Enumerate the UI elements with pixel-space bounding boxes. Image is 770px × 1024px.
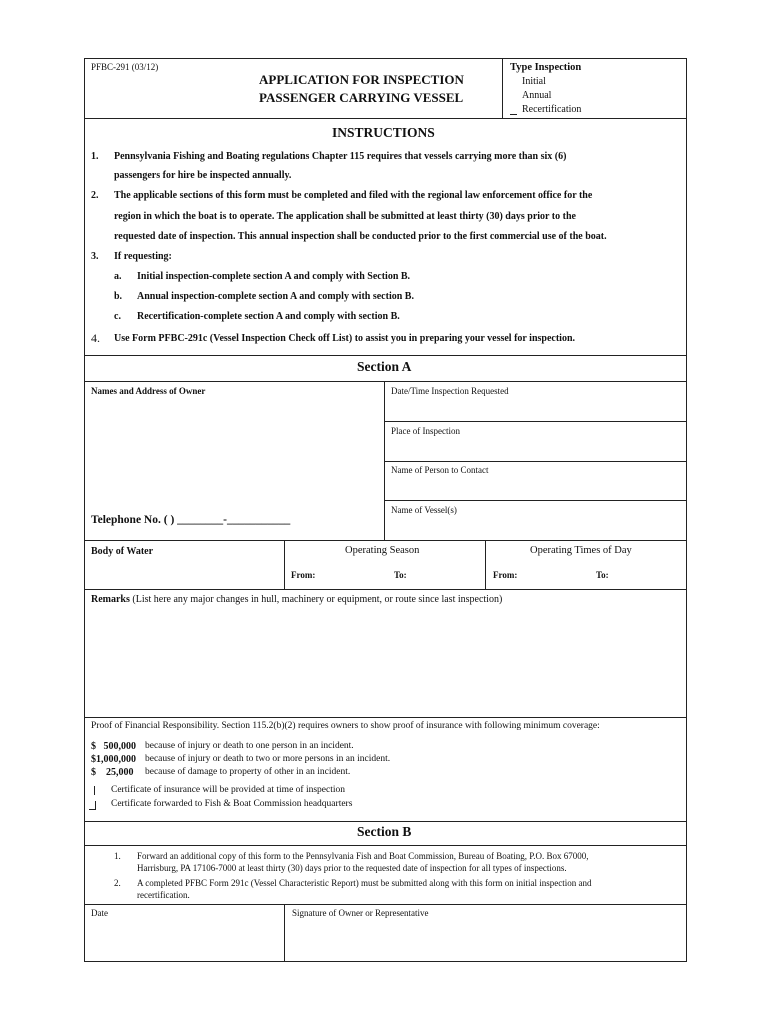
operating-season-label: Operating Season	[345, 545, 420, 556]
season-from-label: From:	[291, 570, 316, 580]
section-b-item2-line2: recertification.	[137, 890, 190, 900]
section-b-item2-number: 2.	[114, 878, 121, 888]
telephone-label: Telephone No. ( ) ________-___________	[91, 514, 291, 526]
body-of-water-label: Body of Water	[91, 546, 154, 557]
bow-divider-2	[485, 540, 486, 589]
bow-row-bottom	[84, 589, 687, 590]
section-b-item2-line1: A completed PFBC Form 291c (Vessel Characteristic Report) must be submitted along with this form on initial inspection and	[137, 878, 592, 888]
form-title-line1: APPLICATION FOR INSPECTION	[259, 72, 464, 87]
right-col-line-2	[384, 461, 687, 462]
owner-label: Names and Address of Owner	[91, 386, 206, 396]
form-title-line2: PASSENGER CARRYING VESSEL	[259, 90, 464, 105]
section-b-heading-bottom	[84, 845, 687, 846]
place-label: Place of Inspection	[391, 426, 460, 436]
instruction-1-line1: Pennsylvania Fishing and Boating regulations Chapter 115 requires that vessels carrying more than six (6)	[114, 151, 567, 162]
frame-right	[686, 58, 687, 962]
type-option-annual[interactable]: Annual	[522, 90, 552, 101]
owner-name-address-input[interactable]	[90, 400, 382, 502]
instruction-2-line3: requested date of inspection. This annual inspection shall be conducted prior to the first commercial use of the boat.	[114, 231, 607, 242]
times-from-label: From:	[493, 570, 518, 580]
instruction-1-number: 1.	[91, 151, 99, 162]
bow-divider-1	[284, 540, 285, 589]
section-b-item1-line1: Forward an additional copy of this form to the Pennsylvania Fish and Boat Commission, Bureau of Boating, P.O. Box 67000,	[137, 851, 589, 861]
signature-row-top	[84, 904, 687, 905]
instruction-3b-text: Annual inspection-complete section A and comply with section B.	[137, 291, 414, 302]
instruction-3b-letter: b.	[114, 291, 123, 302]
instruction-2-line1: The applicable sections of this form must be completed and filed with the regional law enforcement office for the	[114, 190, 593, 201]
owner-block-bottom	[84, 540, 687, 541]
right-col-line-3	[384, 500, 687, 501]
section-a-heading: Section A	[357, 359, 412, 374]
coverage-1-text: because of injury or death to one person in an incident.	[145, 741, 354, 751]
coverage-1-amount: $ 500,000	[91, 741, 136, 752]
signature-divider	[284, 904, 285, 962]
instruction-3c-text: Recertification-complete section A and comply with section B.	[137, 311, 400, 322]
date-label: Date	[91, 908, 108, 918]
type-option-recertification[interactable]: Recertification	[522, 104, 582, 115]
body-of-water-input[interactable]	[90, 562, 284, 586]
certificate-1-text: Certificate of insurance will be provided at time of inspection	[111, 785, 345, 795]
header-divider-vertical	[502, 58, 503, 118]
remarks-hint: (List here any major changes in hull, machinery or equipment, or route since last inspection)	[132, 594, 503, 605]
signature-input[interactable]	[290, 924, 684, 958]
remarks-label-row	[91, 594, 502, 605]
remarks-input[interactable]	[90, 612, 684, 716]
instruction-3-text: If requesting:	[114, 251, 172, 262]
instruction-4-number: 4.	[91, 331, 100, 345]
date-time-label: Date/Time Inspection Requested	[391, 386, 509, 396]
remarks-label: Remarks	[91, 594, 130, 605]
times-to-label: To:	[596, 570, 609, 580]
contact-label: Name of Person to Contact	[391, 465, 489, 475]
frame-top	[84, 58, 687, 59]
remarks-bottom	[84, 717, 687, 718]
certificate-2-text: Certificate forwarded to Fish & Boat Commission headquarters	[111, 799, 353, 809]
section-b-item1-number: 1.	[114, 851, 121, 861]
form-number: PFBC-291 (03/12)	[91, 62, 159, 72]
instruction-3a-text: Initial inspection-complete section A and comply with Section B.	[137, 271, 411, 282]
frame-left	[84, 58, 85, 962]
frame-bottom	[84, 961, 687, 962]
instruction-1-line2: passengers for hire be inspected annually.	[114, 170, 292, 181]
instructions-bottom-line	[84, 355, 687, 356]
instruction-2-line2: region in which the boat is to operate. The application shall be submitted at least thirty (30) days prior to the	[114, 211, 576, 222]
date-input[interactable]	[90, 924, 284, 958]
header-bottom-line	[84, 118, 687, 119]
certificate-2-checkbox[interactable]	[89, 801, 96, 810]
place-input[interactable]	[390, 440, 686, 460]
section-b-heading: Section B	[357, 824, 412, 839]
instruction-3c-letter: c.	[114, 311, 121, 322]
operating-times-label: Operating Times of Day	[530, 545, 632, 556]
section-b-top	[84, 821, 687, 822]
coverage-3-text: because of damage to property of other in an incident.	[145, 767, 351, 777]
instructions-heading: INSTRUCTIONS	[332, 125, 435, 140]
recertification-checkbox[interactable]	[510, 114, 517, 115]
vessel-input[interactable]	[390, 519, 686, 539]
instruction-4-text: Use Form PFBC-291c (Vessel Inspection Check off List) to assist you in preparing your vessel for inspection.	[114, 333, 576, 344]
section-a-heading-bottom	[84, 381, 687, 382]
season-to-label: To:	[394, 570, 407, 580]
section-b-item1-line2: Harrisburg, PA 17106-7000 at least thirty (30) days prior to the requested date of inspection for all types of inspections.	[137, 863, 567, 873]
coverage-2-text: because of injury or death to two or more persons in an incident.	[145, 754, 391, 764]
signature-label: Signature of Owner or Representative	[292, 908, 429, 918]
date-time-input[interactable]	[390, 400, 686, 420]
contact-input[interactable]	[390, 479, 686, 499]
proof-of-responsibility-text: Proof of Financial Responsibility. Section 115.2(b)(2) requires owners to show proof of insurance with following minimum coverage:	[91, 721, 600, 731]
instruction-3a-letter: a.	[114, 271, 122, 282]
instruction-3-number: 3.	[91, 251, 99, 262]
certificate-1-checkbox[interactable]	[94, 786, 95, 795]
right-col-line-1	[384, 421, 687, 422]
type-inspection-label: Type Inspection	[510, 62, 582, 73]
coverage-2-amount: $1,000,000	[91, 754, 136, 765]
vessel-label: Name of Vessel(s)	[391, 505, 457, 515]
type-option-initial[interactable]: Initial	[522, 76, 546, 87]
instruction-2-number: 2.	[91, 190, 99, 201]
coverage-3-amount: $ 25,000	[91, 767, 134, 778]
